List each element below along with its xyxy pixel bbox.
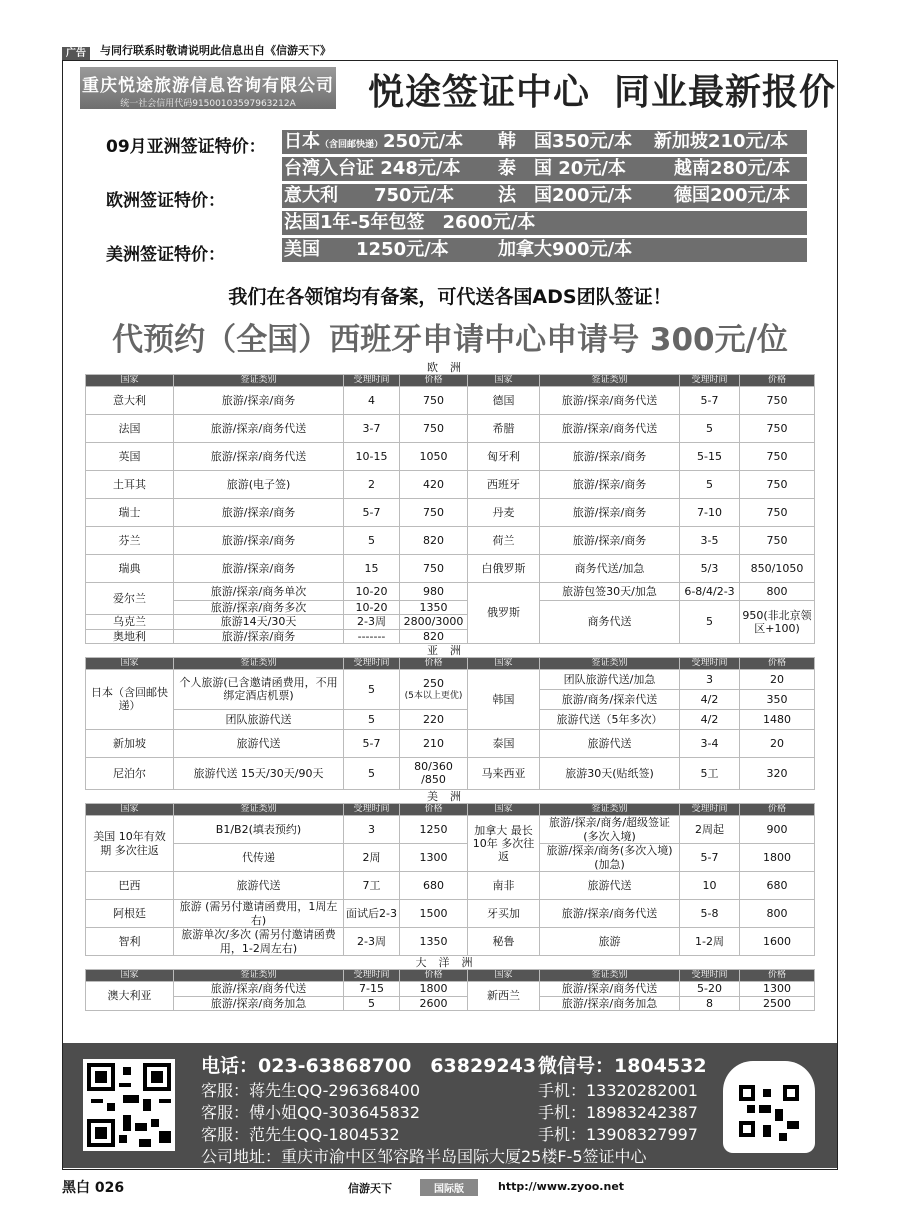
visa-type-cell: 旅游 — [540, 928, 680, 956]
price-cell: 2500 — [740, 996, 815, 1010]
visa-type-cell: 旅游/探亲/商务 — [174, 527, 344, 555]
country-cell: 芬兰 — [86, 527, 174, 555]
table-row — [86, 443, 815, 471]
time-cell: 5 — [344, 996, 400, 1010]
time-cell: 3-4 — [680, 729, 740, 757]
price-cell: 20 — [740, 669, 815, 689]
price-row-4 — [282, 211, 807, 235]
publication-name: 信游天下 — [348, 1182, 392, 1195]
spain-booking-notice: 代预约（全国）西班牙申请中心申请号 300元/位 — [112, 322, 788, 358]
price-cell: 750 — [740, 527, 815, 555]
time-cell: 2 — [344, 471, 400, 499]
visa-type-cell: 旅游/探亲/商务单次 — [174, 583, 344, 601]
price-france: 法 国200元/本 — [498, 185, 633, 206]
column-header: 签证类别 — [540, 375, 680, 387]
column-header: 国家 — [468, 970, 540, 982]
visa-type-cell: B1/B2(填表预约) — [174, 816, 344, 844]
time-cell: 5 — [680, 415, 740, 443]
price-cell: 1300 — [400, 844, 468, 872]
time-cell: 6-8/4/2-3 — [680, 583, 740, 601]
time-cell: 5 — [344, 669, 400, 709]
country-cell: 西班牙 — [468, 471, 540, 499]
price-france-multi: 法国1年-5年包签 2600元/本 — [284, 212, 536, 233]
column-header: 受理时间 — [344, 804, 400, 816]
wechat-id: 微信号：1804532 — [538, 1055, 707, 1077]
time-cell: 4/2 — [680, 709, 740, 729]
time-cell: 3 — [344, 816, 400, 844]
price-cell: 2600 — [400, 996, 468, 1010]
price-cell: 680 — [400, 872, 468, 900]
visa-type-cell: 旅游/探亲/商务 — [540, 527, 680, 555]
country-cell: 牙买加 — [468, 900, 540, 928]
column-header: 受理时间 — [680, 804, 740, 816]
price-italy: 意大利 750元/本 — [284, 185, 455, 206]
price-cell: 1800 — [400, 982, 468, 996]
visa-type-cell: 商务代送/加急 — [540, 555, 680, 583]
country-cell: 美国 10年有效期 多次往返 — [86, 816, 174, 872]
mobile-1: 手机：13320282001 — [538, 1081, 698, 1100]
column-header: 价格 — [740, 657, 815, 669]
country-cell: 白俄罗斯 — [468, 555, 540, 583]
time-cell: 5-15 — [680, 443, 740, 471]
visa-type-cell: 旅游30天(贴纸签) — [540, 757, 680, 789]
time-cell: 5/3 — [680, 555, 740, 583]
price-row-2 — [282, 157, 807, 181]
price-cell: 750 — [740, 499, 815, 527]
column-header: 国家 — [468, 375, 540, 387]
time-cell: 面试后2-3 — [344, 900, 400, 928]
time-cell: 5-7 — [680, 387, 740, 415]
section-asia: 亚洲 — [86, 643, 815, 657]
price-cell: 1480 — [740, 709, 815, 729]
visa-type-cell: 旅游单次/多次 (需另付邀请函费用，1-2周左右) — [174, 928, 344, 956]
visa-type-cell: 旅游代送（5年多次） — [540, 709, 680, 729]
visa-type-cell: 商务代送 — [540, 601, 680, 644]
time-cell: 5-7 — [680, 844, 740, 872]
country-cell: 新西兰 — [468, 982, 540, 1010]
column-header: 价格 — [740, 804, 815, 816]
company-credit-code: 统一社会信用代码91500103597963212A — [120, 99, 296, 109]
country-cell: 希腊 — [468, 415, 540, 443]
price-germany: 德国200元/本 — [674, 185, 791, 206]
visa-type-cell: 旅游/探亲/商务 — [540, 443, 680, 471]
table-row — [86, 729, 815, 757]
website-url: http://www.zyoo.net — [498, 1180, 625, 1193]
visa-type-cell: 个人旅游(已含邀请函费用，不用绑定酒店机票) — [174, 669, 344, 709]
time-cell: 15 — [344, 555, 400, 583]
visa-type-cell: 旅游/探亲/商务代送 — [540, 415, 680, 443]
time-cell: 8 — [680, 996, 740, 1010]
country-cell: 荷兰 — [468, 527, 540, 555]
country-cell: 新加坡 — [86, 729, 174, 757]
time-cell: 2-3周 — [344, 615, 400, 629]
country-cell: 日本（含回邮快递） — [86, 669, 174, 729]
country-cell: 土耳其 — [86, 471, 174, 499]
price-cell: 750 — [740, 387, 815, 415]
time-cell: ------- — [344, 629, 400, 643]
visa-type-cell: 旅游/探亲/商务 — [540, 471, 680, 499]
visa-type-cell: 旅游/探亲/商务 — [174, 499, 344, 527]
column-header: 签证类别 — [174, 375, 344, 387]
visa-type-cell: 旅游/探亲/商务多次 — [174, 601, 344, 615]
section-oceania: 大洋洲 — [86, 956, 815, 970]
price-row-3 — [282, 184, 807, 208]
time-cell: 5 — [344, 757, 400, 789]
visa-type-cell: 旅游/探亲/商务加急 — [540, 996, 680, 1010]
price-cell: 1250 — [400, 816, 468, 844]
column-header: 国家 — [468, 657, 540, 669]
time-cell: 10-20 — [344, 583, 400, 601]
time-cell: 5 — [344, 527, 400, 555]
visa-type-cell: 旅游/探亲/商务代送 — [174, 982, 344, 996]
company-name: 重庆悦途旅游信息咨询有限公司 — [82, 76, 334, 96]
country-cell: 法国 — [86, 415, 174, 443]
price-cell: 1350 — [400, 928, 468, 956]
visa-type-cell: 旅游/探亲/商务代送 — [174, 443, 344, 471]
visa-type-cell: 旅游代送 — [540, 872, 680, 900]
time-cell: 2周起 — [680, 816, 740, 844]
price-cell: 2800/3000 — [400, 615, 468, 629]
price-usa: 美国 1250元/本 — [284, 239, 449, 260]
column-header: 受理时间 — [680, 657, 740, 669]
visa-type-cell: 旅游/探亲/商务代送 — [540, 387, 680, 415]
visa-type-cell: 旅游代送 — [540, 729, 680, 757]
customer-service-3: 客服：范先生QQ-1804532 — [201, 1125, 400, 1144]
table-header — [86, 804, 815, 816]
price-row-5 — [282, 238, 807, 262]
price-cell: 1350 — [400, 601, 468, 615]
price-cell: 1500 — [400, 900, 468, 928]
column-header: 价格 — [400, 804, 468, 816]
column-header: 受理时间 — [680, 375, 740, 387]
price-cell: 1300 — [740, 982, 815, 996]
price-cell: 420 — [400, 471, 468, 499]
visa-type-cell: 旅游/探亲/商务 — [174, 555, 344, 583]
visa-type-cell: 团队旅游代送/加急 — [540, 669, 680, 689]
column-header: 价格 — [740, 970, 815, 982]
price-cell: 1800 — [740, 844, 815, 872]
country-cell: 俄罗斯 — [468, 583, 540, 644]
price-singapore: 新加坡210元/本 — [654, 131, 789, 152]
column-header: 价格 — [740, 375, 815, 387]
mobile-3: 手机：13908327997 — [538, 1125, 698, 1144]
country-cell: 巴西 — [86, 872, 174, 900]
price-cell: 750 — [740, 443, 815, 471]
qr-code-icon — [83, 1059, 175, 1151]
column-header: 受理时间 — [344, 375, 400, 387]
price-row-1 — [282, 130, 807, 154]
mobile-2: 手机：18983242387 — [538, 1103, 698, 1122]
time-cell: 5工 — [680, 757, 740, 789]
price-taiwan: 台湾入台证 248元/本 — [284, 158, 461, 179]
table-header — [86, 657, 815, 669]
column-header: 受理时间 — [680, 970, 740, 982]
price-cell: 750 — [740, 471, 815, 499]
time-cell: 2-3周 — [344, 928, 400, 956]
price-cell: 750 — [400, 387, 468, 415]
price-cell: 750 — [400, 499, 468, 527]
time-cell: 2周 — [344, 844, 400, 872]
price-cell — [400, 669, 468, 709]
price-japan: 日本（含回邮快递）250元/本 — [284, 131, 464, 152]
visa-type-cell: 旅游/探亲/商务加急 — [174, 996, 344, 1010]
visa-type-cell: 旅游 (需另付邀请函费用，1周左右) — [174, 900, 344, 928]
price-cell: 210 — [400, 729, 468, 757]
time-cell: 5 — [680, 601, 740, 644]
price-cell: 220 — [400, 709, 468, 729]
customer-service-1: 客服：蒋先生QQ-296368400 — [201, 1081, 421, 1100]
price-cell: 750 — [400, 415, 468, 443]
column-header: 签证类别 — [540, 804, 680, 816]
price-cell: 820 — [400, 629, 468, 643]
country-cell: 澳大利亚 — [86, 982, 174, 1010]
table-row — [86, 555, 815, 583]
visa-type-cell: 旅游代送 — [174, 729, 344, 757]
column-header: 受理时间 — [344, 657, 400, 669]
price-cell: 350 — [740, 689, 815, 709]
time-cell: 10 — [680, 872, 740, 900]
visa-type-cell: 旅游/探亲/商务(多次入境)(加急) — [540, 844, 680, 872]
price-cell: 980 — [400, 583, 468, 601]
price-cell: 950(非北京领区+100) — [740, 601, 815, 644]
time-cell: 5-7 — [344, 729, 400, 757]
column-header: 价格 — [400, 970, 468, 982]
country-cell: 韩国 — [468, 669, 540, 729]
company-banner — [80, 67, 336, 109]
price-note: (5本以上更优) — [404, 690, 463, 701]
visa-type-cell: 旅游14天/30天 — [174, 615, 344, 629]
customer-service-2: 客服：傅小姐QQ-303645832 — [201, 1103, 421, 1122]
table-header — [86, 375, 815, 387]
visa-type-cell: 团队旅游代送 — [174, 709, 344, 729]
column-header: 签证类别 — [540, 970, 680, 982]
time-cell: 4/2 — [680, 689, 740, 709]
price-cell: 680 — [740, 872, 815, 900]
visa-type-cell: 旅游/探亲/商务/超级签证(多次入境) — [540, 816, 680, 844]
price-cell: 1600 — [740, 928, 815, 956]
table-row — [86, 527, 815, 555]
table-row — [86, 872, 815, 900]
country-cell: 尼泊尔 — [86, 757, 174, 789]
table-header — [86, 970, 815, 982]
section-america: 美洲 — [86, 789, 815, 803]
time-cell: 3 — [680, 669, 740, 689]
section-europe: 欧洲 — [86, 361, 815, 375]
time-cell: 5-8 — [680, 900, 740, 928]
column-header: 价格 — [400, 375, 468, 387]
europe-price-label: 欧洲签证特价： — [106, 191, 225, 211]
price-cell: 800 — [740, 583, 815, 601]
country-cell: 乌克兰 — [86, 615, 174, 629]
time-cell: 7工 — [344, 872, 400, 900]
ads-notice: 我们在各领馆均有备案，可代送各国ADS团队签证！ — [228, 286, 672, 308]
table-row — [86, 471, 815, 499]
column-header: 国家 — [86, 657, 174, 669]
time-cell: 5-7 — [344, 499, 400, 527]
visa-type-cell: 旅游代送 — [174, 872, 344, 900]
country-cell: 南非 — [468, 872, 540, 900]
column-header: 签证类别 — [540, 657, 680, 669]
phone-number: 电话：023-63868700 63829243 — [201, 1055, 537, 1077]
price-cell: 320 — [740, 757, 815, 789]
company-address: 公司地址：重庆市渝中区邹容路半岛国际大厦25楼F-5签证中心 — [201, 1147, 647, 1166]
price-thailand: 泰 国 20元/本 — [498, 158, 626, 179]
visa-type-cell: 代传递 — [174, 844, 344, 872]
column-header: 国家 — [86, 804, 174, 816]
price-cell: 750 — [400, 555, 468, 583]
time-cell: 5 — [344, 709, 400, 729]
time-cell: 7-15 — [344, 982, 400, 996]
edition-tag: 国际版 — [420, 1179, 478, 1196]
ad-tag: 广告 — [62, 41, 90, 60]
visa-type-cell: 旅游/探亲/商务代送 — [174, 415, 344, 443]
column-header: 签证类别 — [174, 657, 344, 669]
page-number: 黑白 026 — [62, 1180, 125, 1196]
country-cell: 秘鲁 — [468, 928, 540, 956]
visa-type-cell: 旅游/探亲/商务代送 — [540, 982, 680, 996]
country-cell: 阿根廷 — [86, 900, 174, 928]
price-korea: 韩 国350元/本 — [498, 131, 633, 152]
column-header: 国家 — [468, 804, 540, 816]
country-cell: 奥地利 — [86, 629, 174, 643]
table-row — [86, 757, 815, 789]
time-cell: 3-7 — [344, 415, 400, 443]
table-row — [86, 499, 815, 527]
time-cell: 3-5 — [680, 527, 740, 555]
price-vietnam: 越南280元/本 — [674, 158, 791, 179]
visa-type-cell: 旅游/探亲/商务代送 — [540, 900, 680, 928]
country-cell: 意大利 — [86, 387, 174, 415]
column-header: 国家 — [86, 375, 174, 387]
price-cell: 900 — [740, 816, 815, 844]
wechat-qr-icon — [723, 1061, 815, 1153]
column-header: 国家 — [86, 970, 174, 982]
time-cell: 5 — [680, 471, 740, 499]
country-cell: 爱尔兰 — [86, 583, 174, 615]
time-cell: 10-20 — [344, 601, 400, 615]
price-canada: 加拿大900元/本 — [498, 239, 633, 260]
visa-type-cell: 旅游/探亲/商务 — [540, 499, 680, 527]
price-value: 250 — [423, 677, 444, 691]
price-cell: 750 — [740, 415, 815, 443]
visa-type-cell: 旅游包签30天/加急 — [540, 583, 680, 601]
time-cell: 7-10 — [680, 499, 740, 527]
country-cell: 德国 — [468, 387, 540, 415]
visa-type-cell: 旅游/商务/探亲代送 — [540, 689, 680, 709]
column-header: 价格 — [400, 657, 468, 669]
column-header: 受理时间 — [344, 970, 400, 982]
table-row — [86, 900, 815, 928]
country-cell: 智利 — [86, 928, 174, 956]
contact-footer — [63, 1043, 837, 1168]
country-cell: 加拿大 最长10年 多次往返 — [468, 816, 540, 872]
column-header: 签证类别 — [174, 804, 344, 816]
table-row — [86, 387, 815, 415]
asia-price-label: 09月亚洲签证特价： — [106, 137, 266, 157]
price-cell: 800 — [740, 900, 815, 928]
visa-type-cell: 旅游(电子签) — [174, 471, 344, 499]
price-cell: 1050 — [400, 443, 468, 471]
time-cell: 10-15 — [344, 443, 400, 471]
europe-table — [85, 361, 815, 1011]
visa-type-cell: 旅游/探亲/商务 — [174, 387, 344, 415]
visa-type-cell: 旅游代送 15天/30天/90天 — [174, 757, 344, 789]
time-cell: 4 — [344, 387, 400, 415]
time-cell: 5-20 — [680, 982, 740, 996]
table-row — [86, 928, 815, 956]
visa-type-cell: 旅游/探亲/商务 — [174, 629, 344, 643]
column-header: 签证类别 — [174, 970, 344, 982]
country-cell: 丹麦 — [468, 499, 540, 527]
table-row — [86, 415, 815, 443]
country-cell: 匈牙利 — [468, 443, 540, 471]
price-cell: 80/360 /850 — [400, 757, 468, 789]
page-title-2: 同业最新报价 — [614, 72, 837, 113]
page-title: 悦途签证中心 — [368, 72, 591, 113]
time-cell: 1-2周 — [680, 928, 740, 956]
price-cell: 850/1050 — [740, 555, 815, 583]
price-cell: 820 — [400, 527, 468, 555]
country-cell: 英国 — [86, 443, 174, 471]
country-cell: 泰国 — [468, 729, 540, 757]
notice-text: 与同行联系时敬请说明此信息出自《信游天下》 — [100, 44, 331, 57]
country-cell: 马来西亚 — [468, 757, 540, 789]
price-cell: 20 — [740, 729, 815, 757]
country-cell: 瑞典 — [86, 555, 174, 583]
america-price-label: 美洲签证特价： — [106, 245, 225, 265]
country-cell: 瑞士 — [86, 499, 174, 527]
